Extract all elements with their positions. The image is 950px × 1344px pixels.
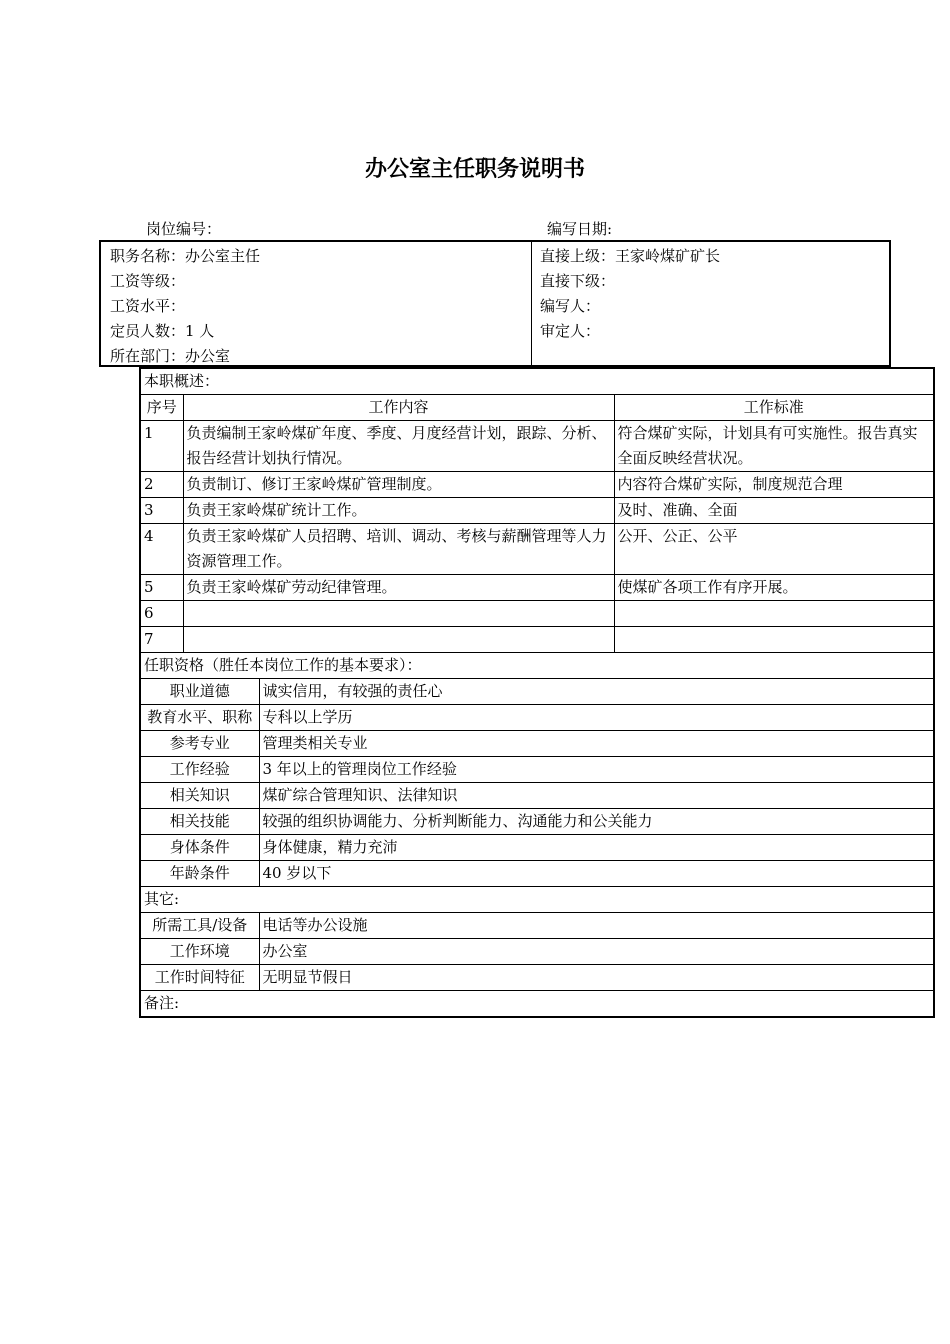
row-content: 负责编制王家岭煤矿年度、季度、月度经营计划，跟踪、分析、报告经营计划执行情况。 xyxy=(183,421,614,472)
salary-level-field: 工资水平： xyxy=(110,297,186,315)
table-row xyxy=(140,731,934,757)
row-standard xyxy=(614,627,934,653)
basic-info-right xyxy=(540,244,720,344)
qualification-label: 年龄条件 xyxy=(140,861,259,887)
qualification-value: 身体健康，精力充沛 xyxy=(259,835,934,861)
row-no: 1 xyxy=(140,421,183,472)
salary-grade-field: 工资等级： xyxy=(110,272,186,290)
remarks-label: 备注: xyxy=(140,991,934,1018)
other-header: 其它: xyxy=(140,887,934,913)
table-row xyxy=(140,601,934,627)
table-row xyxy=(140,965,934,991)
qualification-label: 教育水平、职称 xyxy=(140,705,259,731)
position-number-label: 岗位编号： xyxy=(146,220,222,238)
summary-header: 本职概述： xyxy=(140,368,934,395)
other-label: 所需工具/设备 xyxy=(140,913,259,939)
qualifications-header-row xyxy=(140,653,934,679)
summary-column-headers xyxy=(140,395,934,421)
other-label: 工作时间特征 xyxy=(140,965,259,991)
qualification-label: 相关技能 xyxy=(140,809,259,835)
basic-info-box xyxy=(99,240,891,367)
row-no: 3 xyxy=(140,498,183,524)
row-standard xyxy=(614,601,934,627)
row-content: 负责制订、修订王家岭煤矿管理制度。 xyxy=(183,472,614,498)
table-row xyxy=(140,679,934,705)
qualification-value: 煤矿综合管理知识、法律知识 xyxy=(259,783,934,809)
qualification-label: 相关知识 xyxy=(140,783,259,809)
qualifications-header: 任职资格（胜任本岗位工作的基本要求）： xyxy=(140,653,934,679)
column-header-no: 序号 xyxy=(140,395,183,421)
row-no: 7 xyxy=(140,627,183,653)
write-date-label: 编写日期: xyxy=(547,220,613,238)
qualification-value: 专科以上学历 xyxy=(259,705,934,731)
approver-field: 审定人： xyxy=(540,322,601,340)
table-row xyxy=(140,861,934,887)
job-title-field: 职务名称：办公室主任 xyxy=(110,247,261,265)
qualification-label: 参考专业 xyxy=(140,731,259,757)
table-row xyxy=(140,835,934,861)
row-standard: 使煤矿各项工作有序开展。 xyxy=(614,575,934,601)
table-row xyxy=(140,809,934,835)
qualification-value: 40 岁以下 xyxy=(259,861,934,887)
table-row xyxy=(140,783,934,809)
column-header-content: 工作内容 xyxy=(183,395,614,421)
other-label: 工作环境 xyxy=(140,939,259,965)
qualification-value: 3 年以上的管理岗位工作经验 xyxy=(259,757,934,783)
qualification-value: 较强的组织协调能力、分析判断能力、沟通能力和公关能力 xyxy=(259,809,934,835)
direct-superior-field: 直接上级：王家岭煤矿矿长 xyxy=(540,247,721,265)
basic-info-left xyxy=(110,244,260,369)
column-header-standard: 工作标准 xyxy=(614,395,934,421)
headcount-field: 定员人数：1 人 xyxy=(110,322,215,340)
row-no: 6 xyxy=(140,601,183,627)
row-no: 2 xyxy=(140,472,183,498)
table-row xyxy=(140,627,934,653)
qualification-value: 诚实信用，有较强的责任心 xyxy=(259,679,934,705)
table-row xyxy=(140,575,934,601)
qualification-label: 工作经验 xyxy=(140,757,259,783)
row-content xyxy=(183,627,614,653)
row-content: 负责王家岭煤矿统计工作。 xyxy=(183,498,614,524)
table-row xyxy=(140,913,934,939)
qualification-label: 职业道德 xyxy=(140,679,259,705)
document-title: 办公室主任职务说明书 xyxy=(364,157,585,182)
table-row xyxy=(140,524,934,575)
other-value: 办公室 xyxy=(259,939,934,965)
row-standard: 公开、公正、公平 xyxy=(614,524,934,575)
row-no: 5 xyxy=(140,575,183,601)
other-value: 电话等办公设施 xyxy=(259,913,934,939)
department-field: 所在部门：办公室 xyxy=(110,347,231,365)
row-content: 负责王家岭煤矿人员招聘、培训、调动、考核与薪酬管理等人力资源管理工作。 xyxy=(183,524,614,575)
row-standard: 及时、准确、全面 xyxy=(614,498,934,524)
table-row xyxy=(140,705,934,731)
table-row xyxy=(140,757,934,783)
summary-header-row xyxy=(140,368,934,395)
info-divider xyxy=(531,242,532,365)
table-row xyxy=(140,421,934,472)
row-content: 负责王家岭煤矿劳动纪律管理。 xyxy=(183,575,614,601)
row-no: 4 xyxy=(140,524,183,575)
author-field: 编写人： xyxy=(540,297,601,315)
row-standard: 符合煤矿实际，计划具有可实施性。报告真实全面反映经营状况。 xyxy=(614,421,934,472)
other-value: 无明显节假日 xyxy=(259,965,934,991)
qualification-label: 身体条件 xyxy=(140,835,259,861)
remarks-row xyxy=(140,991,934,1018)
qualification-value: 管理类相关专业 xyxy=(259,731,934,757)
table-row xyxy=(140,939,934,965)
direct-subordinate-field: 直接下级： xyxy=(540,272,616,290)
table-row xyxy=(140,472,934,498)
row-standard: 内容符合煤矿实际，制度规范合理 xyxy=(614,472,934,498)
row-content xyxy=(183,601,614,627)
table-row xyxy=(140,498,934,524)
job-description-table xyxy=(139,367,935,1018)
other-header-row xyxy=(140,887,934,913)
